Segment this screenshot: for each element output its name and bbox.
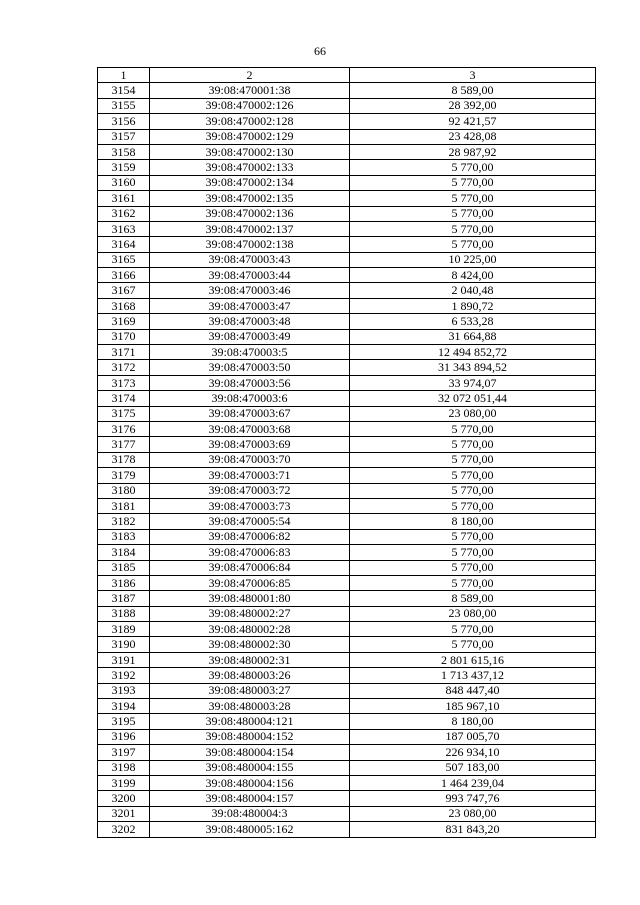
row-number-cell: 3167 bbox=[98, 283, 150, 298]
cadastral-number-cell: 39:08:480004:155 bbox=[150, 760, 350, 775]
row-number-cell: 3160 bbox=[98, 175, 150, 190]
value-cell: 1 464 239,04 bbox=[350, 775, 596, 790]
cadastral-number-cell: 39:08:470003:72 bbox=[150, 483, 350, 498]
table-row bbox=[98, 514, 596, 529]
table-row bbox=[98, 760, 596, 775]
value-cell: 5 770,00 bbox=[350, 175, 596, 190]
cadastral-value-table bbox=[97, 67, 596, 838]
row-number-cell: 3198 bbox=[98, 760, 150, 775]
value-cell: 31 664,88 bbox=[350, 329, 596, 344]
cadastral-number-cell: 39:08:480004:152 bbox=[150, 729, 350, 744]
table-row bbox=[98, 668, 596, 683]
table-row bbox=[98, 360, 596, 375]
value-cell: 8 589,00 bbox=[350, 83, 596, 98]
table-row bbox=[98, 83, 596, 98]
cadastral-number-cell: 39:08:470003:50 bbox=[150, 360, 350, 375]
cadastral-number-cell: 39:08:470003:56 bbox=[150, 375, 350, 390]
row-number-cell: 3174 bbox=[98, 391, 150, 406]
row-number-cell: 3189 bbox=[98, 622, 150, 637]
row-number-cell: 3173 bbox=[98, 375, 150, 390]
value-cell: 848 447,40 bbox=[350, 683, 596, 698]
table-row bbox=[98, 652, 596, 667]
table-row bbox=[98, 221, 596, 236]
table-row bbox=[98, 729, 596, 744]
row-number-cell: 3158 bbox=[98, 144, 150, 159]
row-number-cell: 3188 bbox=[98, 606, 150, 621]
row-number-cell: 3191 bbox=[98, 652, 150, 667]
cadastral-number-cell: 39:08:470002:135 bbox=[150, 191, 350, 206]
row-number-cell: 3156 bbox=[98, 114, 150, 129]
cadastral-number-cell: 39:08:470006:85 bbox=[150, 575, 350, 590]
value-cell: 10 225,00 bbox=[350, 252, 596, 267]
row-number-cell: 3201 bbox=[98, 806, 150, 821]
value-cell: 5 770,00 bbox=[350, 421, 596, 436]
cadastral-number-cell: 39:08:470003:71 bbox=[150, 468, 350, 483]
table-row bbox=[98, 468, 596, 483]
cadastral-number-cell: 39:08:480002:27 bbox=[150, 606, 350, 621]
value-cell: 507 183,00 bbox=[350, 760, 596, 775]
cadastral-number-cell: 39:08:470006:84 bbox=[150, 560, 350, 575]
value-cell: 5 770,00 bbox=[350, 560, 596, 575]
row-number-cell: 3163 bbox=[98, 221, 150, 236]
cadastral-number-cell: 39:08:470003:68 bbox=[150, 421, 350, 436]
row-number-cell: 3199 bbox=[98, 775, 150, 790]
row-number-cell: 3169 bbox=[98, 314, 150, 329]
row-number-cell: 3161 bbox=[98, 191, 150, 206]
table-row bbox=[98, 637, 596, 652]
row-number-cell: 3202 bbox=[98, 822, 150, 837]
table-row bbox=[98, 175, 596, 190]
cadastral-number-cell: 39:08:470002:130 bbox=[150, 144, 350, 159]
table-row bbox=[98, 714, 596, 729]
table-row bbox=[98, 452, 596, 467]
cadastral-number-cell: 39:08:470006:83 bbox=[150, 545, 350, 560]
value-cell: 23 080,00 bbox=[350, 606, 596, 621]
value-cell: 1 713 437,12 bbox=[350, 668, 596, 683]
table-row bbox=[98, 699, 596, 714]
cadastral-number-cell: 39:08:470002:134 bbox=[150, 175, 350, 190]
cadastral-number-cell: 39:08:480003:28 bbox=[150, 699, 350, 714]
value-cell: 12 494 852,72 bbox=[350, 345, 596, 360]
value-cell: 32 072 051,44 bbox=[350, 391, 596, 406]
cadastral-number-cell: 39:08:470003:48 bbox=[150, 314, 350, 329]
table-row bbox=[98, 622, 596, 637]
value-cell: 5 770,00 bbox=[350, 529, 596, 544]
value-cell: 28 392,00 bbox=[350, 98, 596, 113]
row-number-cell: 3164 bbox=[98, 237, 150, 252]
row-number-cell: 3178 bbox=[98, 452, 150, 467]
cadastral-number-cell: 39:08:470003:5 bbox=[150, 345, 350, 360]
cadastral-number-cell: 39:08:480002:31 bbox=[150, 652, 350, 667]
row-number-cell: 3196 bbox=[98, 729, 150, 744]
column-header-value: 3 bbox=[350, 68, 596, 83]
value-cell: 831 843,20 bbox=[350, 822, 596, 837]
value-cell: 5 770,00 bbox=[350, 637, 596, 652]
row-number-cell: 3171 bbox=[98, 345, 150, 360]
value-cell: 23 428,08 bbox=[350, 129, 596, 144]
table-row bbox=[98, 298, 596, 313]
table-row bbox=[98, 575, 596, 590]
cadastral-number-cell: 39:08:480004:157 bbox=[150, 791, 350, 806]
table-row bbox=[98, 268, 596, 283]
table-row bbox=[98, 191, 596, 206]
value-cell: 226 934,10 bbox=[350, 745, 596, 760]
cadastral-number-cell: 39:08:480004:3 bbox=[150, 806, 350, 821]
value-cell: 5 770,00 bbox=[350, 468, 596, 483]
cadastral-number-cell: 39:08:480005:162 bbox=[150, 822, 350, 837]
column-header-cadastral-number: 2 bbox=[150, 68, 350, 83]
cadastral-number-cell: 39:08:480002:30 bbox=[150, 637, 350, 652]
row-number-cell: 3187 bbox=[98, 591, 150, 606]
cadastral-number-cell: 39:08:470002:138 bbox=[150, 237, 350, 252]
row-number-cell: 3166 bbox=[98, 268, 150, 283]
table-row bbox=[98, 129, 596, 144]
table-body bbox=[98, 83, 596, 837]
value-cell: 5 770,00 bbox=[350, 206, 596, 221]
row-number-cell: 3180 bbox=[98, 483, 150, 498]
cadastral-number-cell: 39:08:470002:126 bbox=[150, 98, 350, 113]
value-cell: 8 180,00 bbox=[350, 714, 596, 729]
cadastral-number-cell: 39:08:480001:80 bbox=[150, 591, 350, 606]
table-row bbox=[98, 144, 596, 159]
table-row bbox=[98, 545, 596, 560]
row-number-cell: 3197 bbox=[98, 745, 150, 760]
row-number-cell: 3177 bbox=[98, 437, 150, 452]
cadastral-number-cell: 39:08:470002:136 bbox=[150, 206, 350, 221]
value-cell: 5 770,00 bbox=[350, 437, 596, 452]
table-row bbox=[98, 283, 596, 298]
value-cell: 993 747,76 bbox=[350, 791, 596, 806]
table-row bbox=[98, 252, 596, 267]
cadastral-number-cell: 39:08:470003:67 bbox=[150, 406, 350, 421]
cadastral-number-cell: 39:08:470005:54 bbox=[150, 514, 350, 529]
table-row bbox=[98, 560, 596, 575]
cadastral-number-cell: 39:08:480003:27 bbox=[150, 683, 350, 698]
table-row bbox=[98, 406, 596, 421]
value-cell: 1 890,72 bbox=[350, 298, 596, 313]
value-cell: 2 801 615,16 bbox=[350, 652, 596, 667]
value-cell: 8 589,00 bbox=[350, 591, 596, 606]
cadastral-number-cell: 39:08:470002:128 bbox=[150, 114, 350, 129]
value-cell: 5 770,00 bbox=[350, 575, 596, 590]
table-row bbox=[98, 529, 596, 544]
value-cell: 5 770,00 bbox=[350, 237, 596, 252]
row-number-cell: 3170 bbox=[98, 329, 150, 344]
row-number-cell: 3182 bbox=[98, 514, 150, 529]
table-row bbox=[98, 775, 596, 790]
value-cell: 5 770,00 bbox=[350, 545, 596, 560]
cadastral-number-cell: 39:08:470003:73 bbox=[150, 498, 350, 513]
table-row bbox=[98, 606, 596, 621]
row-number-cell: 3184 bbox=[98, 545, 150, 560]
row-number-cell: 3200 bbox=[98, 791, 150, 806]
cadastral-number-cell: 39:08:470002:137 bbox=[150, 221, 350, 236]
value-cell: 5 770,00 bbox=[350, 498, 596, 513]
value-cell: 5 770,00 bbox=[350, 160, 596, 175]
table-row bbox=[98, 160, 596, 175]
value-cell: 8 424,00 bbox=[350, 268, 596, 283]
table-row bbox=[98, 745, 596, 760]
value-cell: 28 987,92 bbox=[350, 144, 596, 159]
row-number-cell: 3157 bbox=[98, 129, 150, 144]
column-header-number: 1 bbox=[98, 68, 150, 83]
cadastral-number-cell: 39:08:480004:154 bbox=[150, 745, 350, 760]
row-number-cell: 3162 bbox=[98, 206, 150, 221]
value-cell: 2 040,48 bbox=[350, 283, 596, 298]
value-cell: 185 967,10 bbox=[350, 699, 596, 714]
value-cell: 187 005,70 bbox=[350, 729, 596, 744]
row-number-cell: 3186 bbox=[98, 575, 150, 590]
row-number-cell: 3176 bbox=[98, 421, 150, 436]
table-row bbox=[98, 237, 596, 252]
row-number-cell: 3159 bbox=[98, 160, 150, 175]
table-row bbox=[98, 375, 596, 390]
table-row bbox=[98, 98, 596, 113]
table-row bbox=[98, 314, 596, 329]
cadastral-number-cell: 39:08:470003:69 bbox=[150, 437, 350, 452]
cadastral-number-cell: 39:08:470003:70 bbox=[150, 452, 350, 467]
row-number-cell: 3168 bbox=[98, 298, 150, 313]
row-number-cell: 3179 bbox=[98, 468, 150, 483]
row-number-cell: 3155 bbox=[98, 98, 150, 113]
row-number-cell: 3192 bbox=[98, 668, 150, 683]
value-cell: 5 770,00 bbox=[350, 483, 596, 498]
cadastral-number-cell: 39:08:470003:46 bbox=[150, 283, 350, 298]
cadastral-number-cell: 39:08:470002:129 bbox=[150, 129, 350, 144]
table-row bbox=[98, 822, 596, 837]
table-row bbox=[98, 437, 596, 452]
table-row bbox=[98, 791, 596, 806]
table-row bbox=[98, 421, 596, 436]
row-number-cell: 3185 bbox=[98, 560, 150, 575]
value-cell: 5 770,00 bbox=[350, 622, 596, 637]
table-row bbox=[98, 591, 596, 606]
cadastral-number-cell: 39:08:470003:47 bbox=[150, 298, 350, 313]
table-row bbox=[98, 391, 596, 406]
value-cell: 5 770,00 bbox=[350, 221, 596, 236]
row-number-cell: 3195 bbox=[98, 714, 150, 729]
cadastral-number-cell: 39:08:470001:38 bbox=[150, 83, 350, 98]
table-row bbox=[98, 206, 596, 221]
cadastral-number-cell: 39:08:480003:26 bbox=[150, 668, 350, 683]
row-number-cell: 3165 bbox=[98, 252, 150, 267]
value-cell: 5 770,00 bbox=[350, 191, 596, 206]
table-row bbox=[98, 329, 596, 344]
cadastral-number-cell: 39:08:480004:156 bbox=[150, 775, 350, 790]
value-cell: 8 180,00 bbox=[350, 514, 596, 529]
row-number-cell: 3154 bbox=[98, 83, 150, 98]
table-row bbox=[98, 683, 596, 698]
row-number-cell: 3190 bbox=[98, 637, 150, 652]
cadastral-number-cell: 39:08:480004:121 bbox=[150, 714, 350, 729]
cadastral-number-cell: 39:08:470003:44 bbox=[150, 268, 350, 283]
row-number-cell: 3194 bbox=[98, 699, 150, 714]
page-number: 66 bbox=[314, 44, 326, 58]
table-row bbox=[98, 498, 596, 513]
table-row bbox=[98, 345, 596, 360]
table-row bbox=[98, 806, 596, 821]
row-number-cell: 3183 bbox=[98, 529, 150, 544]
value-cell: 92 421,57 bbox=[350, 114, 596, 129]
value-cell: 23 080,00 bbox=[350, 406, 596, 421]
row-number-cell: 3172 bbox=[98, 360, 150, 375]
cadastral-number-cell: 39:08:470003:43 bbox=[150, 252, 350, 267]
value-cell: 6 533,28 bbox=[350, 314, 596, 329]
row-number-cell: 3193 bbox=[98, 683, 150, 698]
value-cell: 5 770,00 bbox=[350, 452, 596, 467]
value-cell: 23 080,00 bbox=[350, 806, 596, 821]
cadastral-number-cell: 39:08:470003:6 bbox=[150, 391, 350, 406]
cadastral-number-cell: 39:08:470006:82 bbox=[150, 529, 350, 544]
value-cell: 31 343 894,52 bbox=[350, 360, 596, 375]
cadastral-number-cell: 39:08:480002:28 bbox=[150, 622, 350, 637]
value-cell: 33 974,07 bbox=[350, 375, 596, 390]
cadastral-number-cell: 39:08:470003:49 bbox=[150, 329, 350, 344]
table-row bbox=[98, 483, 596, 498]
table-header-row bbox=[98, 68, 596, 83]
row-number-cell: 3181 bbox=[98, 498, 150, 513]
row-number-cell: 3175 bbox=[98, 406, 150, 421]
cadastral-number-cell: 39:08:470002:133 bbox=[150, 160, 350, 175]
table-row bbox=[98, 114, 596, 129]
